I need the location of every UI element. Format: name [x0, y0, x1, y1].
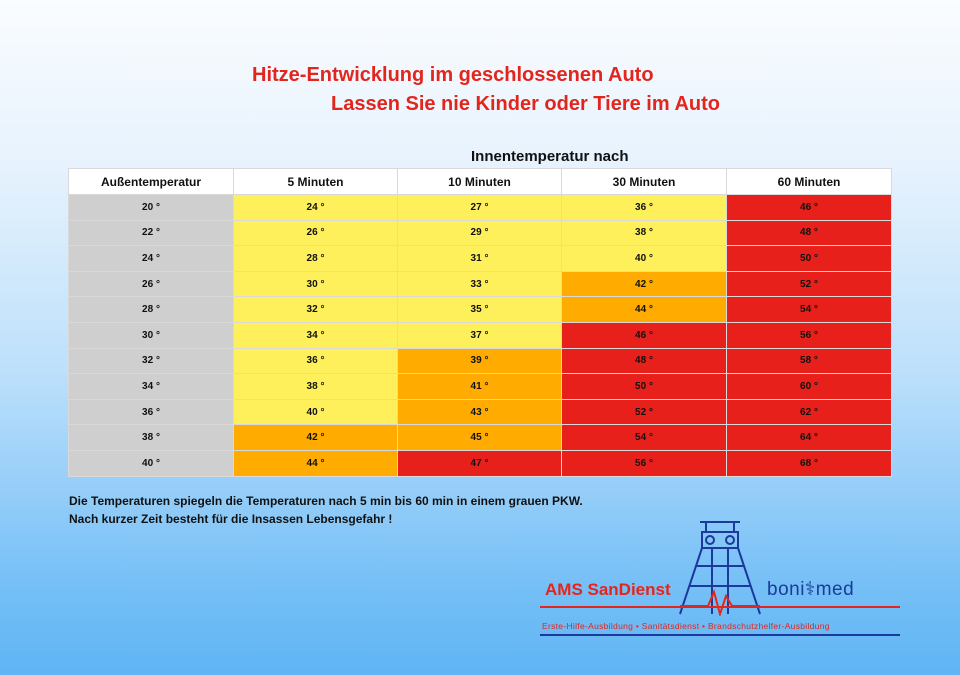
inside-temp-cell: 42 ° — [234, 425, 398, 451]
inside-temp-cell: 64 ° — [727, 425, 892, 451]
inside-temp-cell: 52 ° — [727, 271, 892, 297]
outside-temp-cell: 40 ° — [69, 450, 234, 476]
inside-temp-cell: 54 ° — [562, 425, 727, 451]
column-header-5-min: 5 Minuten — [234, 169, 398, 195]
inside-temp-cell: 50 ° — [727, 246, 892, 272]
inside-temp-cell: 44 ° — [234, 450, 398, 476]
inside-temp-cell: 38 ° — [234, 374, 398, 400]
heading-line-1: Hitze-Entwicklung im geschlossenen Auto — [252, 64, 654, 86]
inside-temp-cell: 56 ° — [727, 322, 892, 348]
inside-temp-cell: 60 ° — [727, 374, 892, 400]
inside-temp-cell: 45 ° — [398, 425, 562, 451]
inside-temp-cell: 48 ° — [727, 220, 892, 246]
inside-temp-cell: 43 ° — [398, 399, 562, 425]
inside-temp-cell: 28 ° — [234, 246, 398, 272]
table-row — [69, 195, 892, 221]
inside-temp-cell: 41 ° — [398, 374, 562, 400]
inside-temp-cell: 47 ° — [398, 450, 562, 476]
inside-temp-cell: 50 ° — [562, 374, 727, 400]
logo — [540, 516, 905, 641]
inside-temp-cell: 40 ° — [562, 246, 727, 272]
table-group-header: Innentemperatur nach — [471, 148, 629, 165]
inside-temp-cell: 56 ° — [562, 450, 727, 476]
inside-temp-cell: 37 ° — [398, 322, 562, 348]
inside-temp-cell: 39 ° — [398, 348, 562, 374]
inside-temp-cell: 36 ° — [234, 348, 398, 374]
outside-temp-cell: 26 ° — [69, 271, 234, 297]
inside-temp-cell: 52 ° — [562, 399, 727, 425]
inside-temp-cell: 40 ° — [234, 399, 398, 425]
inside-temp-cell: 44 ° — [562, 297, 727, 323]
inside-temp-cell: 26 ° — [234, 220, 398, 246]
table-row — [69, 399, 892, 425]
table-row — [69, 297, 892, 323]
table-row — [69, 220, 892, 246]
table-body — [69, 195, 892, 477]
outside-temp-cell: 22 ° — [69, 220, 234, 246]
inside-temp-cell: 36 ° — [562, 195, 727, 221]
outside-temp-cell: 30 ° — [69, 322, 234, 348]
headframe-icon — [670, 516, 770, 616]
table-row — [69, 348, 892, 374]
inside-temp-cell: 68 ° — [727, 450, 892, 476]
outside-temp-cell: 28 ° — [69, 297, 234, 323]
logo-subtitle: Erste-Hilfe-Ausbildung • Sanitätsdienst • Brandschutzhelfer-Ausbildung — [542, 621, 830, 631]
inside-temp-cell: 34 ° — [234, 322, 398, 348]
table-row — [69, 450, 892, 476]
outside-temp-cell: 34 ° — [69, 374, 234, 400]
table-row — [69, 425, 892, 451]
table-row — [69, 374, 892, 400]
logo-divider-blue — [540, 634, 900, 636]
inside-temp-cell: 46 ° — [562, 322, 727, 348]
column-header-30-min: 30 Minuten — [562, 169, 727, 195]
table-row — [69, 322, 892, 348]
outside-temp-cell: 36 ° — [69, 399, 234, 425]
inside-temp-cell: 30 ° — [234, 271, 398, 297]
inside-temp-cell: 35 ° — [398, 297, 562, 323]
table-row — [69, 246, 892, 272]
inside-temp-cell: 48 ° — [562, 348, 727, 374]
table-header-row — [69, 169, 892, 195]
inside-temp-cell: 32 ° — [234, 297, 398, 323]
logo-ams-text: AMS SanDienst — [545, 580, 671, 599]
outside-temp-cell: 32 ° — [69, 348, 234, 374]
inside-temp-cell: 29 ° — [398, 220, 562, 246]
column-header-10-min: 10 Minuten — [398, 169, 562, 195]
inside-temp-cell: 58 ° — [727, 348, 892, 374]
note-line-1: Die Temperaturen spiegeln die Temperaturen nach 5 min bis 60 min in einem grauen PKW. — [69, 494, 583, 508]
inside-temp-cell: 33 ° — [398, 271, 562, 297]
inside-temp-cell: 31 ° — [398, 246, 562, 272]
outside-temp-cell: 24 ° — [69, 246, 234, 272]
inside-temp-cell: 42 ° — [562, 271, 727, 297]
inside-temp-cell: 38 ° — [562, 220, 727, 246]
outside-temp-cell: 38 ° — [69, 425, 234, 451]
logo-bonimed-text: boni⚕med — [767, 579, 855, 600]
logo-divider-red — [540, 606, 900, 608]
inside-temp-cell: 46 ° — [727, 195, 892, 221]
inside-temp-cell: 24 ° — [234, 195, 398, 221]
heading-line-2: Lassen Sie nie Kinder oder Tiere im Auto — [331, 93, 720, 115]
table-row — [69, 271, 892, 297]
column-header-60-min: 60 Minuten — [727, 169, 892, 195]
inside-temp-cell: 62 ° — [727, 399, 892, 425]
note-line-2: Nach kurzer Zeit besteht für die Insassen Lebensgefahr ! — [69, 512, 393, 526]
outside-temp-cell: 20 ° — [69, 195, 234, 221]
inside-temp-cell: 27 ° — [398, 195, 562, 221]
temperature-table — [68, 168, 892, 477]
inside-temp-cell: 54 ° — [727, 297, 892, 323]
column-header-outside: Außentemperatur — [69, 169, 234, 195]
